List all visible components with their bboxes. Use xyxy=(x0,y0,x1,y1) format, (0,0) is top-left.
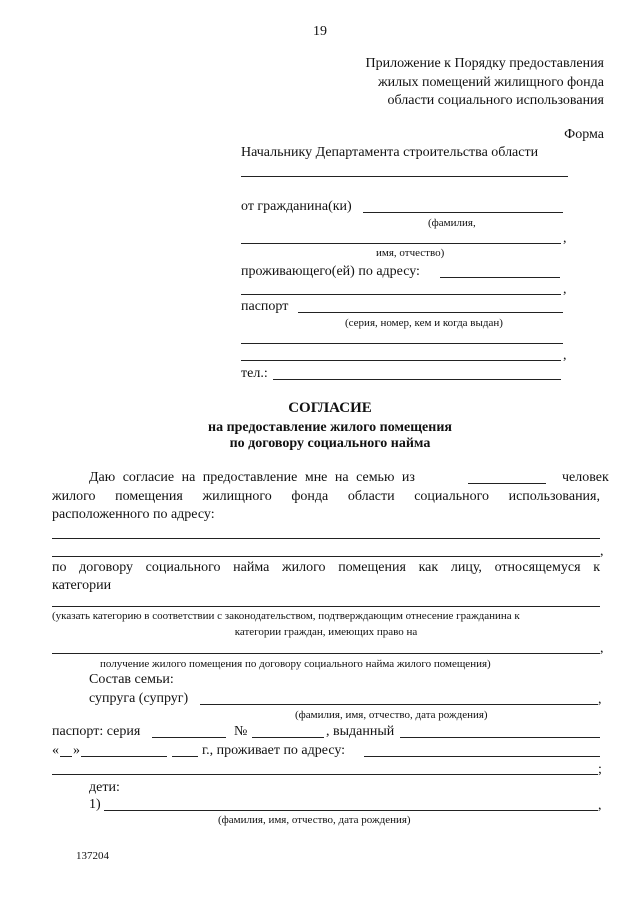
hint-surname: (фамилия, xyxy=(428,217,476,229)
hint-category-3: получение жилого помещения по договору социального найма жилого помещения) xyxy=(100,658,491,670)
child-1-number: 1) xyxy=(89,797,101,812)
spouse-field[interactable] xyxy=(200,704,598,705)
category-field-1[interactable] xyxy=(52,606,600,607)
contract-text-line-1: по договору социального найма жилого помещения как лицу, относящемуся к xyxy=(52,560,600,575)
passport-label: паспорт xyxy=(241,299,289,314)
passport-field-3[interactable] xyxy=(241,360,561,361)
comma: , xyxy=(598,692,602,707)
spouse-address-field-2[interactable] xyxy=(52,774,598,775)
consent-text-line-3: расположенного по адресу: xyxy=(52,507,215,522)
passport-series-label: паспорт: серия xyxy=(52,724,141,739)
address-field-2[interactable] xyxy=(241,294,561,295)
consent-text-line-2: жилого помещения жилищного фонда области социального использования, xyxy=(52,489,600,504)
from-citizen-label: от гражданина(ки) xyxy=(241,199,352,214)
comma: , xyxy=(563,282,567,297)
semicolon: ; xyxy=(598,762,602,777)
consent-text-persons: человек xyxy=(562,470,609,485)
spouse-label: супруга (супруг) xyxy=(89,691,189,706)
comma: , xyxy=(563,231,567,246)
hint-child: (фамилия, имя, отчество, дата рождения) xyxy=(218,814,411,826)
issued-label: , выданный xyxy=(326,724,395,739)
number-sign: № xyxy=(234,724,248,739)
child-1-field[interactable] xyxy=(104,810,598,811)
family-label: Состав семьи: xyxy=(89,672,174,687)
contract-text-line-2: категории xyxy=(52,578,112,593)
addressee-blank-line[interactable] xyxy=(241,176,568,177)
family-count-field[interactable] xyxy=(468,483,546,484)
address-field-1[interactable] xyxy=(440,277,560,278)
hint-category-1: (указать категорию в соответствии с законодательством, подтверждающим отнесение гражданина к xyxy=(52,610,520,622)
page-number: 19 xyxy=(313,24,327,39)
date-close-quote: » xyxy=(73,743,80,758)
document-subtitle-1: на предоставление жилого помещения xyxy=(208,420,452,435)
housing-address-field-2[interactable] xyxy=(52,556,600,557)
passport-series-field[interactable] xyxy=(152,737,226,738)
hint-category-2: категории граждан, имеющих право на xyxy=(234,626,418,638)
passport-number-field[interactable] xyxy=(252,737,324,738)
date-year-field[interactable] xyxy=(172,756,198,757)
appendix-line-2: жилых помещений жилищного фонда xyxy=(377,75,604,90)
tel-field[interactable] xyxy=(273,379,561,380)
footer-code: 137204 xyxy=(76,850,109,862)
comma: , xyxy=(600,641,604,656)
category-field-2[interactable] xyxy=(52,653,600,654)
surname-field[interactable] xyxy=(363,212,563,213)
hint-spouse: (фамилия, имя, отчество, дата рождения) xyxy=(295,709,488,721)
date-open-quote: « xyxy=(52,743,59,758)
comma: , xyxy=(600,544,604,559)
passport-field-2[interactable] xyxy=(241,343,563,344)
lives-at-label: г., проживает по адресу: xyxy=(202,743,346,758)
date-month-field[interactable] xyxy=(81,756,167,757)
consent-text-start: Даю согласие на предоставление мне на семью из xyxy=(89,470,415,485)
form-label: Форма xyxy=(564,127,604,142)
document-title: СОГЛАСИЕ xyxy=(288,400,372,416)
addressee-to: Начальнику Департамента строительства области xyxy=(241,145,539,160)
spouse-address-field-1[interactable] xyxy=(364,756,600,757)
hint-passport: (серия, номер, кем и когда выдан) xyxy=(345,317,503,329)
tel-label: тел.: xyxy=(241,366,268,381)
date-day-field[interactable] xyxy=(60,756,72,757)
document-subtitle-2: по договору социального найма xyxy=(229,436,431,451)
appendix-line-1: Приложение к Порядку предоставления xyxy=(365,56,604,71)
housing-address-field-1[interactable] xyxy=(52,538,600,539)
comma: , xyxy=(598,798,602,813)
children-label: дети: xyxy=(89,780,120,795)
comma: , xyxy=(563,348,567,363)
issued-by-field[interactable] xyxy=(400,737,600,738)
appendix-line-3: области социального использования xyxy=(387,93,604,108)
name-field[interactable] xyxy=(241,243,561,244)
residing-label: проживающего(ей) по адресу: xyxy=(241,264,420,279)
passport-field-1[interactable] xyxy=(298,312,563,313)
hint-name: имя, отчество) xyxy=(376,247,445,259)
